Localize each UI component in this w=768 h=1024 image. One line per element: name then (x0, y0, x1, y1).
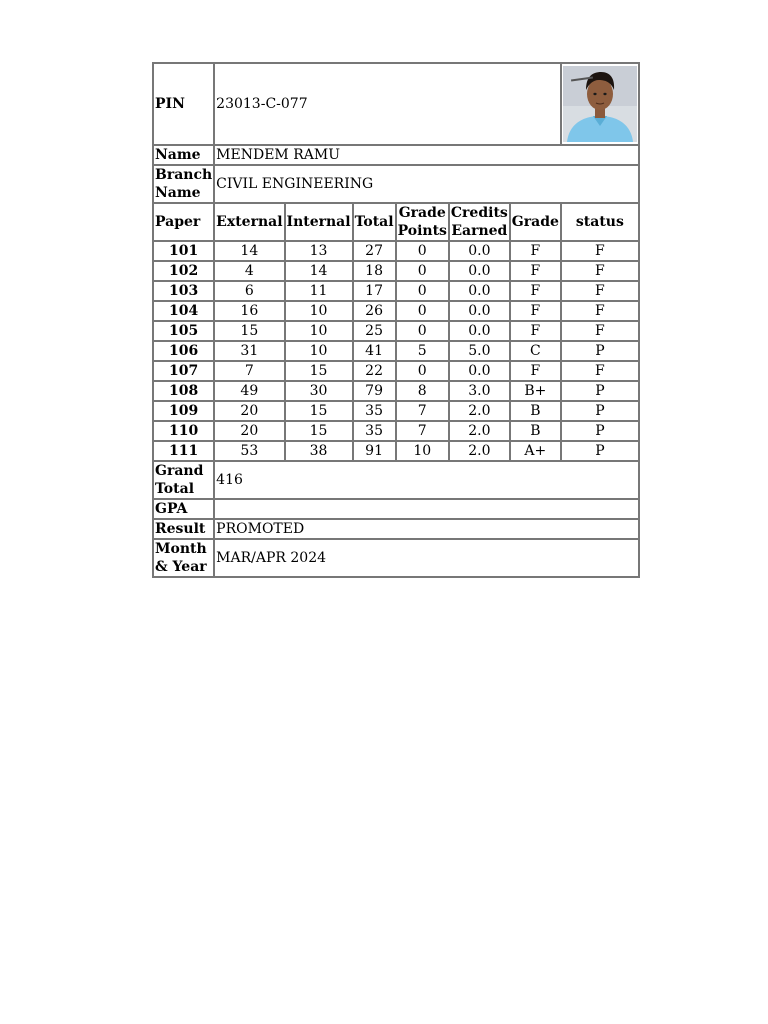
cell-status: F (561, 321, 639, 341)
cell-credits: 5.0 (449, 341, 510, 361)
cell-grade: F (510, 261, 561, 281)
cell-internal: 11 (285, 281, 353, 301)
branch-label: Branch Name (155, 167, 213, 201)
cell-grade: A+ (510, 441, 561, 461)
cell-credits: 0.0 (449, 321, 510, 341)
student-photo-image (563, 66, 637, 142)
cell-grade-points: 0 (396, 361, 449, 381)
cell-internal: 15 (285, 401, 353, 421)
cell-credits: 0.0 (449, 241, 510, 261)
cell-external: 53 (214, 441, 284, 461)
gpa-label: GPA (153, 499, 214, 519)
cell-status: P (561, 401, 639, 421)
cell-external: 31 (214, 341, 284, 361)
table-row (153, 281, 639, 301)
cell-external: 7 (214, 361, 284, 381)
pin-row (153, 63, 639, 145)
cell-internal: 38 (285, 441, 353, 461)
table-row (153, 361, 639, 381)
cell-status: F (561, 361, 639, 381)
gpa-value (214, 499, 639, 519)
branch-row (153, 165, 639, 203)
col-external: External (214, 203, 284, 241)
cell-grade: F (510, 281, 561, 301)
cell-external: 20 (214, 401, 284, 421)
cell-paper: 101 (153, 241, 214, 261)
cell-total: 17 (353, 281, 396, 301)
cell-grade-points: 10 (396, 441, 449, 461)
result-label: Result (153, 519, 214, 539)
cell-paper: 108 (153, 381, 214, 401)
cell-paper: 109 (153, 401, 214, 421)
student-photo (561, 63, 639, 145)
cell-credits: 2.0 (449, 401, 510, 421)
cell-internal: 15 (285, 361, 353, 381)
branch-value: CIVIL ENGINEERING (214, 165, 639, 203)
cell-internal: 13 (285, 241, 353, 261)
cell-status: P (561, 421, 639, 441)
table-row (153, 441, 639, 461)
cell-internal: 10 (285, 341, 353, 361)
cell-total: 35 (353, 401, 396, 421)
col-total: Total (353, 203, 396, 241)
gpa-row (153, 499, 639, 519)
cell-credits: 3.0 (449, 381, 510, 401)
col-internal: Internal (285, 203, 353, 241)
table-row (153, 321, 639, 341)
pin-label: PIN (153, 63, 214, 145)
cell-total: 91 (353, 441, 396, 461)
cell-grade: F (510, 241, 561, 261)
cell-credits: 2.0 (449, 441, 510, 461)
cell-internal: 10 (285, 301, 353, 321)
header-row (153, 203, 639, 241)
cell-paper: 102 (153, 261, 214, 281)
cell-grade-points: 0 (396, 261, 449, 281)
cell-grade: B (510, 401, 561, 421)
cell-grade-points: 0 (396, 241, 449, 261)
cell-status: F (561, 281, 639, 301)
marks-table (152, 62, 640, 578)
table-row (153, 301, 639, 321)
grand-total-value: 416 (214, 461, 639, 499)
cell-credits: 0.0 (449, 361, 510, 381)
table-row (153, 381, 639, 401)
cell-grade: B+ (510, 381, 561, 401)
cell-paper: 111 (153, 441, 214, 461)
cell-credits: 0.0 (449, 261, 510, 281)
grand-total-row (153, 461, 639, 499)
cell-external: 14 (214, 241, 284, 261)
cell-paper: 103 (153, 281, 214, 301)
cell-grade-points: 0 (396, 301, 449, 321)
cell-total: 25 (353, 321, 396, 341)
cell-external: 15 (214, 321, 284, 341)
cell-external: 20 (214, 421, 284, 441)
table-row (153, 241, 639, 261)
cell-internal: 10 (285, 321, 353, 341)
cell-external: 16 (214, 301, 284, 321)
cell-total: 79 (353, 381, 396, 401)
cell-total: 41 (353, 341, 396, 361)
cell-grade-points: 5 (396, 341, 449, 361)
cell-status: P (561, 381, 639, 401)
cell-credits: 0.0 (449, 301, 510, 321)
cell-credits: 0.0 (449, 281, 510, 301)
name-row (153, 145, 639, 165)
cell-grade: F (510, 321, 561, 341)
name-value: MENDEM RAMU (214, 145, 639, 165)
cell-paper: 104 (153, 301, 214, 321)
cell-paper: 110 (153, 421, 214, 441)
month-year-row (153, 539, 639, 577)
cell-paper: 105 (153, 321, 214, 341)
col-grade-points: Grade Points (397, 205, 447, 239)
cell-total: 26 (353, 301, 396, 321)
cell-paper: 107 (153, 361, 214, 381)
table-row (153, 401, 639, 421)
month-year-value: MAR/APR 2024 (214, 539, 639, 577)
cell-grade-points: 0 (396, 281, 449, 301)
cell-internal: 15 (285, 421, 353, 441)
cell-status: P (561, 441, 639, 461)
cell-external: 6 (214, 281, 284, 301)
result-row (153, 519, 639, 539)
result-value: PROMOTED (214, 519, 639, 539)
cell-credits: 2.0 (449, 421, 510, 441)
cell-grade-points: 7 (396, 401, 449, 421)
cell-external: 49 (214, 381, 284, 401)
cell-total: 18 (353, 261, 396, 281)
col-grade: Grade (510, 203, 561, 241)
cell-grade: F (510, 301, 561, 321)
cell-grade: B (510, 421, 561, 441)
cell-grade-points: 8 (396, 381, 449, 401)
cell-grade: C (510, 341, 561, 361)
col-status: status (561, 203, 639, 241)
table-row (153, 341, 639, 361)
cell-internal: 30 (285, 381, 353, 401)
cell-status: P (561, 341, 639, 361)
col-paper: Paper (153, 203, 214, 241)
cell-paper: 106 (153, 341, 214, 361)
cell-external: 4 (214, 261, 284, 281)
pin-value: 23013-C-077 (214, 63, 561, 145)
name-label: Name (153, 145, 214, 165)
cell-status: F (561, 301, 639, 321)
cell-grade-points: 7 (396, 421, 449, 441)
col-credits-earned: Credits Earned (450, 205, 508, 239)
table-row (153, 261, 639, 281)
cell-internal: 14 (285, 261, 353, 281)
table-row (153, 421, 639, 441)
cell-total: 27 (353, 241, 396, 261)
cell-grade: F (510, 361, 561, 381)
cell-status: F (561, 261, 639, 281)
month-year-label: Month & Year (153, 539, 214, 577)
grand-total-label: Grand Total (153, 461, 214, 499)
cell-status: F (561, 241, 639, 261)
cell-grade-points: 0 (396, 321, 449, 341)
cell-total: 35 (353, 421, 396, 441)
cell-total: 22 (353, 361, 396, 381)
